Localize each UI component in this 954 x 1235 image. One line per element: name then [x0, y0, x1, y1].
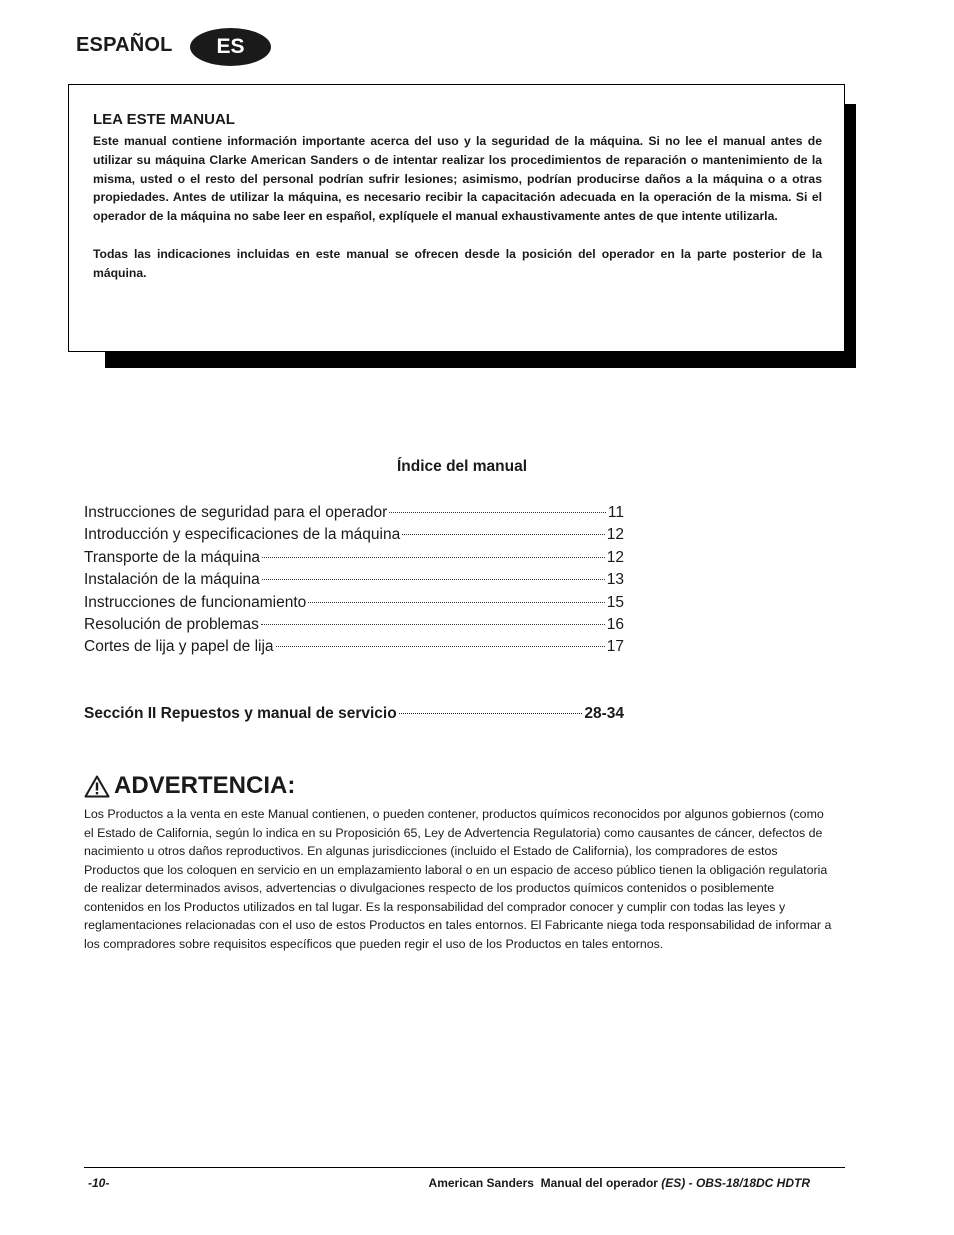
- toc-entry-label: Instrucciones de seguridad para el operador: [84, 504, 388, 521]
- footer-manual-title: [429, 1176, 810, 1190]
- toc-entry-page: 11: [607, 504, 624, 521]
- footer-manual-label: Manual del operador: [540, 1176, 658, 1190]
- toc-entry-label: Instrucciones de funcionamiento: [84, 593, 307, 611]
- notice-paragraph-1: Este manual contiene información importante acerca del uso y la seguridad de la máquina. Si no lee el manual antes de utilizar su máquina Clarke American Sanders o de intentar realizar los procedimientos de reparación o mantenimiento de la misma, usted o el resto del personal podrían sufrir lesiones; asimismo, podrían producirse daños a la máquina o a otras propiedades. Antes de utilizar la máquina, es necesario recibir la capacitación adecuada en la operación de la misma. Si el operador de la máquina no sabe leer en español, explíquele el manual exhaustivamente antes de que intente utilizarla.: [93, 134, 822, 224]
- toc-entry-page: 12: [606, 548, 624, 566]
- dot-leader: [262, 579, 605, 580]
- dot-leader: [261, 624, 605, 625]
- read-manual-notice: [68, 84, 845, 352]
- warning-title: ADVERTENCIA:: [114, 772, 296, 799]
- footer-brand: American Sanders: [428, 1176, 534, 1190]
- warning-body: Los Productos a la venta en este Manual contienen, o pueden contener, productos químicos reconocidos por algunos gobiernos (como el Estado de California, según lo indica en su Proposición 65, Ley de Advertencia Regulatoria) como causantes de cáncer, defectos de nacimiento u otros daños reproductivos. En algunas jurisdicciones (incluido el Estado de California), los compradores de estos Productos que los coloquen en servicio en un emplazamiento laboral o en un espacio de acceso público tienen la obligación regulatoria de realizar determinados avisos, advertencias o divulgaciones respecto de los productos químicos contenidos o posiblemente contenidos en los Productos utilizados en tal lugar. Es la responsabilidad del comprador conocer y cumplir con todas las leyes y reglamentaciones relacionadas con el uso de estos Productos en tales entornos. El Fabricante niega toda responsabilidad de informar a los compradores sobre requisitos específicos que pueden regir el uso de los Productos en tales entornos.: [84, 807, 832, 951]
- warning-heading: [84, 772, 295, 800]
- toc-entry[interactable]: [84, 502, 624, 524]
- language-badge: ES: [190, 28, 271, 66]
- toc-entry-page: 17: [606, 638, 624, 656]
- toc-entry-label: Instalación de la máquina: [84, 571, 260, 589]
- table-of-contents: [84, 502, 624, 659]
- dot-leader: [399, 713, 583, 714]
- dot-leader: [308, 602, 604, 603]
- toc-entry[interactable]: [84, 592, 624, 614]
- toc-entry-page: 13: [606, 571, 624, 589]
- dot-leader: [262, 557, 605, 558]
- notice-title: LEA ESTE MANUAL: [93, 111, 235, 128]
- dot-leader: [402, 534, 605, 535]
- notice-paragraph-2: Todas las indicaciones incluidas en este manual se ofrecen desde la posición del operador en la parte posterior de la máquina.: [93, 246, 822, 280]
- footer-lang: (ES): [661, 1176, 686, 1190]
- toc-entry-label: Resolución de problemas: [84, 615, 259, 633]
- toc-heading: Índice del manual: [396, 458, 528, 475]
- toc-entry-page: 15: [606, 593, 624, 611]
- toc-entry[interactable]: [84, 614, 624, 636]
- toc-entry-label: Introducción y especificaciones de la máquina: [84, 526, 401, 544]
- toc-entry[interactable]: [84, 524, 624, 546]
- toc-entry-label: Cortes de lija y papel de lija: [84, 638, 274, 656]
- toc-entry[interactable]: [84, 569, 624, 591]
- language-label: ESPAÑOL: [76, 34, 173, 56]
- warning-triangle-icon: [84, 775, 110, 798]
- toc-entry-page: 16: [606, 615, 624, 633]
- section-2-pages: 28-34: [584, 705, 624, 722]
- toc-entry[interactable]: [84, 636, 624, 658]
- toc-entry-label: Transporte de la máquina: [84, 548, 261, 566]
- toc-entry-page: 12: [606, 526, 624, 544]
- toc-entry[interactable]: [84, 547, 624, 569]
- footer-divider: [84, 1167, 845, 1168]
- footer-model: - OBS-18/18DC HDTR: [688, 1176, 810, 1190]
- dot-leader: [389, 512, 606, 513]
- toc-section-2-entry[interactable]: [84, 705, 624, 723]
- dot-leader: [276, 646, 605, 647]
- section-2-label: Sección II Repuestos y manual de servicio: [84, 705, 397, 722]
- footer-page-number: -10-: [88, 1176, 110, 1190]
